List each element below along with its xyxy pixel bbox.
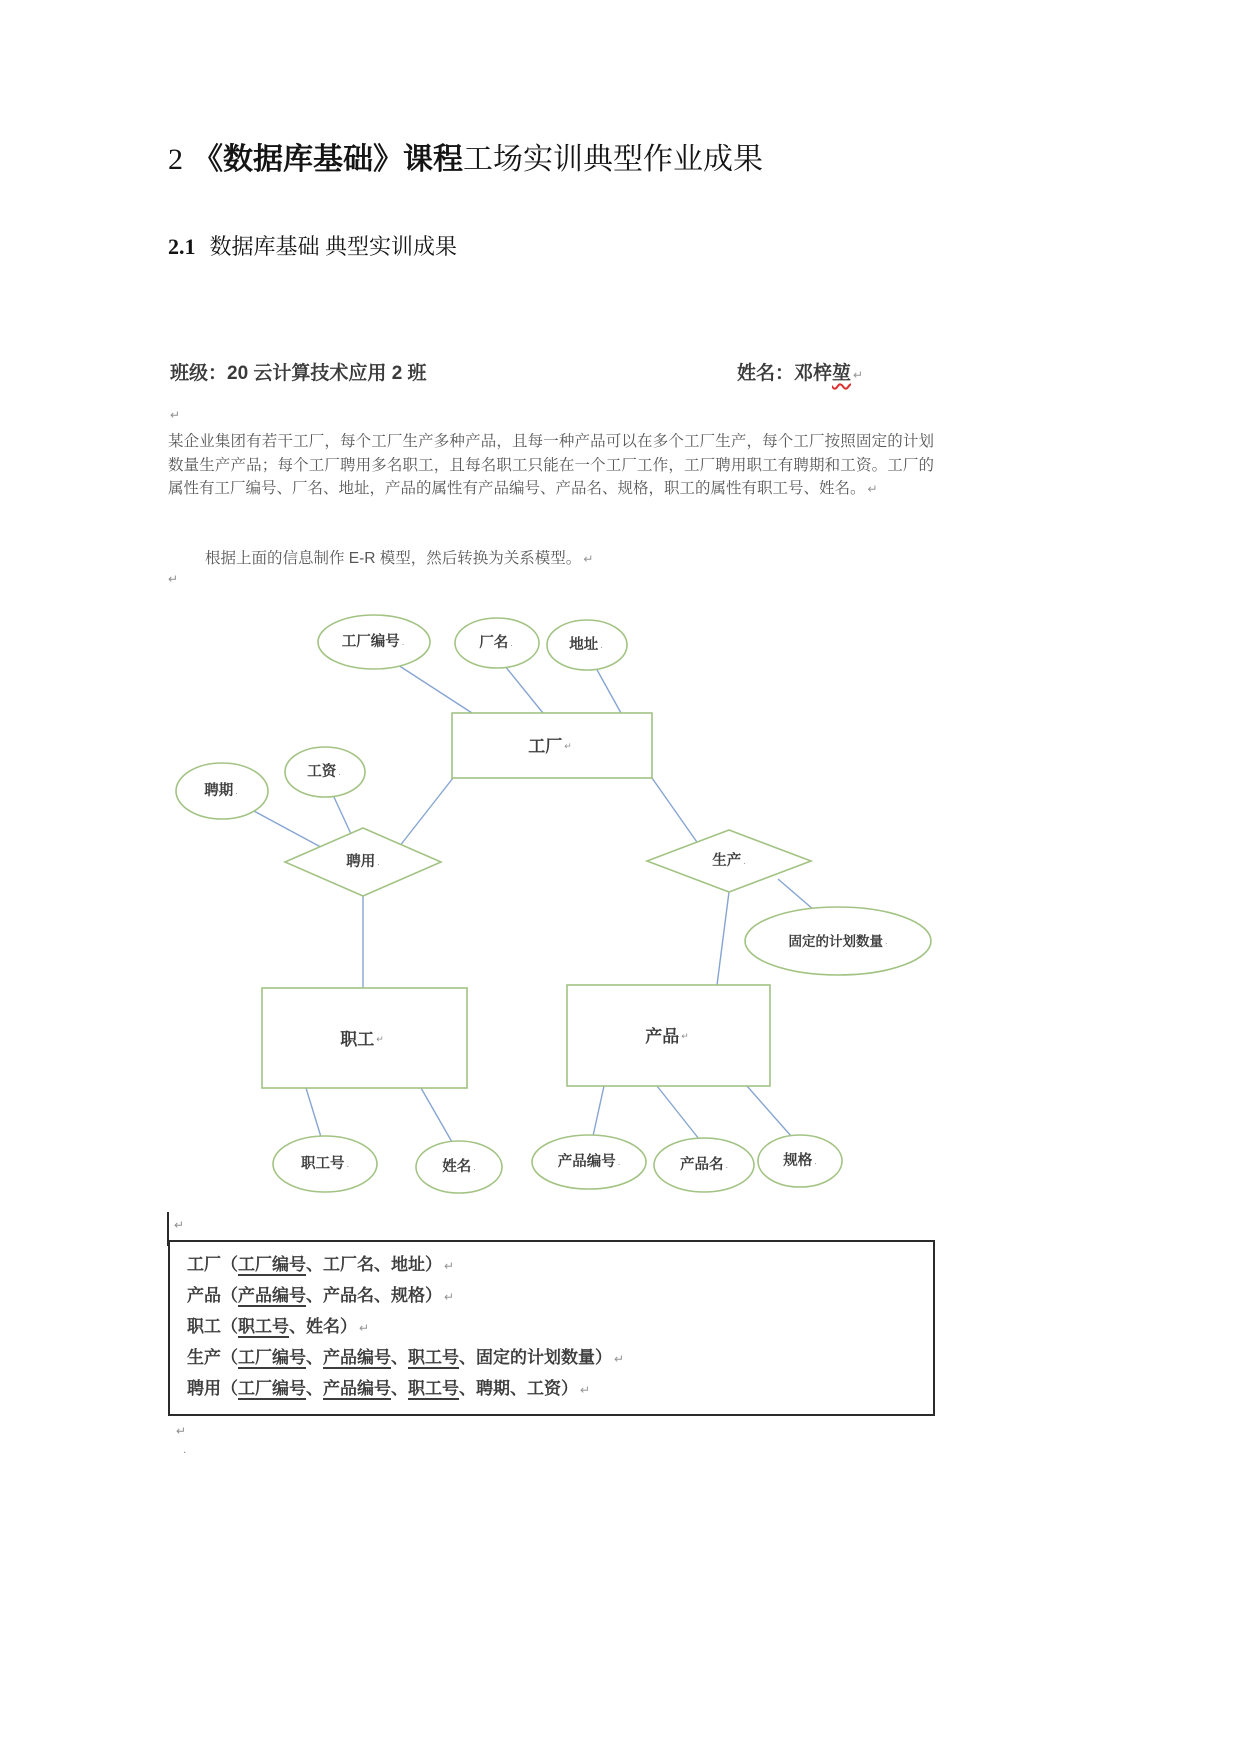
schema-key-attr: 职工号: [238, 1317, 289, 1336]
schema-line-produce: [187, 1343, 933, 1374]
attribute-factory-name-label: [479, 633, 513, 651]
connector-salary-hire: [333, 795, 352, 836]
return-mark: .: [617, 1157, 621, 1167]
schema-seg: 产品（: [187, 1286, 238, 1305]
schema-seg: 、: [391, 1379, 408, 1398]
formatting-dot: .: [183, 1442, 187, 1456]
return-mark: ↵: [867, 482, 878, 496]
schema-key-attr: 职工号: [408, 1348, 459, 1367]
attribute-plan-qty-label: [788, 933, 887, 949]
attribute-emp-name-label: [442, 1157, 476, 1175]
schema-key-attr: 产品编号: [238, 1286, 306, 1305]
label-text: 工资: [307, 764, 337, 780]
body-paragraph: [168, 430, 934, 502]
return-mark: ↵: [376, 1034, 384, 1044]
schema-seg: 职工（: [187, 1317, 238, 1336]
label-text: 生产: [712, 853, 742, 869]
schema-seg: 、聘期、工资）: [459, 1379, 578, 1398]
schema-seg: 工厂（: [187, 1255, 238, 1274]
return-mark: .: [600, 640, 603, 650]
attribute-emp-no-label: [301, 1154, 349, 1172]
return-mark: ↵: [174, 1218, 185, 1232]
return-mark: .: [510, 638, 513, 648]
return-mark: ↵: [580, 1383, 591, 1397]
schema-line-factory: [187, 1250, 933, 1281]
schema-line-product: [187, 1281, 933, 1312]
er-diagram: [0, 595, 1240, 1225]
class-label: 班级：20 云计算技术应用 2 班: [170, 363, 427, 384]
label-text: 工厂: [528, 736, 563, 756]
schema-key-attr: 工厂编号: [238, 1348, 306, 1367]
connector-factoryname-factory: [505, 666, 543, 713]
return-mark: .: [473, 1162, 476, 1172]
body-paragraph-indent: [168, 547, 934, 572]
schema-key-attr: 工厂编号: [238, 1379, 306, 1398]
attribute-spec-label: [783, 1151, 817, 1169]
label-text: 姓名: [442, 1159, 472, 1175]
connector-employee-empname: [421, 1088, 452, 1142]
return-mark: .: [743, 856, 746, 866]
connector-address-factory: [596, 668, 621, 713]
return-mark: ↵: [614, 1352, 625, 1366]
label-text: 聘用: [346, 854, 376, 870]
return-mark: ↵: [444, 1259, 455, 1273]
attribute-product-name-label: [680, 1155, 728, 1173]
label-text: 地址: [569, 637, 599, 653]
connector-factory-hire: [399, 778, 453, 847]
schema-line-employee: [187, 1312, 933, 1343]
label-text: 厂名: [479, 635, 509, 651]
label-text: 工厂编号: [341, 634, 400, 650]
schema-key-attr: 工厂编号: [238, 1255, 306, 1274]
section-text: 数据库基础 典型实训成果: [209, 234, 458, 259]
name-prefix: 姓名：邓梓: [737, 363, 833, 384]
schema-line-hire: [187, 1374, 933, 1405]
paragraph-text: 某企业集团有若干工厂，每个工厂生产多种产品，且每一种产品可以在多个工厂生产，每个工厂按照固定的计划数量生产产品；每个工厂聘用多名职工，且每名职工只能在一个工厂工作，工厂聘用职工有聘期和工资。工厂的属性有工厂编号、厂名、地址，产品的属性有产品编号、产品名、规格，职工的属性有职工号、姓名。: [168, 433, 934, 497]
label-text: 职工: [340, 1029, 375, 1049]
name-last-char-spellcheck: 堃: [832, 363, 852, 384]
schema-seg: 、工厂名、地址）: [306, 1255, 442, 1274]
connector-factoryno-factory: [398, 665, 472, 713]
return-mark: ↵: [681, 1031, 689, 1041]
relationship-produce-label: [712, 851, 746, 869]
label-text: 职工号: [300, 1156, 345, 1172]
connector-employee-empno: [306, 1088, 321, 1137]
return-mark: .: [884, 936, 888, 946]
attribute-salary-label: [307, 762, 341, 780]
attribute-product-no-label: [558, 1152, 621, 1170]
label-text: 聘期: [204, 783, 234, 799]
return-mark: ↵: [176, 1424, 187, 1438]
return-mark: ↵: [564, 741, 572, 751]
schema-seg: 聘用（: [187, 1379, 238, 1398]
label-text: 固定的计划数量: [788, 933, 883, 949]
return-mark: ↵: [444, 1290, 455, 1304]
paragraph-text: 根据上面的信息制作 E-R 模型，然后转换为关系模型。: [205, 550, 582, 567]
attribute-factory-no-label: [342, 632, 405, 650]
label-text: 产品: [645, 1026, 680, 1046]
schema-key-attr: 职工号: [408, 1379, 459, 1398]
page-title: [168, 134, 763, 178]
return-mark: .: [338, 767, 341, 777]
attribute-address-label: [569, 636, 603, 653]
connector-produce-product: [717, 892, 729, 985]
return-mark: .: [814, 1156, 817, 1166]
label-text: 产品名: [679, 1157, 724, 1173]
schema-seg: 、: [306, 1379, 323, 1398]
return-mark: ↵: [168, 572, 179, 586]
title-number: 2: [168, 143, 183, 176]
return-mark: ↵: [853, 368, 864, 382]
return-mark: .: [235, 786, 238, 796]
schema-seg: 生产（: [187, 1348, 238, 1367]
schema-seg: 、姓名）: [289, 1317, 357, 1336]
connector-product-productname: [657, 1086, 699, 1139]
return-mark: .: [725, 1160, 729, 1170]
section-title: [168, 230, 457, 261]
return-mark: .: [377, 857, 380, 867]
connector-hireperiod-hire: [252, 810, 330, 852]
name-label: [737, 358, 863, 385]
relational-schema-box: [168, 1240, 935, 1416]
label-text: 规格: [783, 1153, 813, 1169]
return-mark: .: [401, 637, 405, 647]
schema-seg: 、: [391, 1348, 408, 1367]
label-text: 产品编号: [557, 1154, 616, 1170]
connector-factory-produce: [652, 778, 699, 845]
schema-seg: 、: [306, 1348, 323, 1367]
connector-product-productno: [593, 1086, 604, 1136]
attribute-hire-period-label: [204, 782, 238, 799]
connector-produce-planqty: [778, 879, 814, 910]
return-mark: ↵: [170, 408, 181, 422]
class-name-line: [170, 358, 936, 384]
schema-key-attr: 产品编号: [323, 1348, 391, 1367]
relationship-hire-label: [346, 853, 380, 870]
schema-seg: 、产品名、规格）: [306, 1286, 442, 1305]
return-mark: .: [346, 1159, 350, 1169]
return-mark: ↵: [583, 552, 594, 566]
connector-product-spec: [747, 1086, 791, 1136]
section-number: 2.1: [168, 234, 196, 259]
schema-key-attr: 产品编号: [323, 1379, 391, 1398]
return-mark: ↵: [359, 1321, 370, 1335]
title-serif-part: 工场实训典型作业成果: [463, 143, 763, 176]
schema-seg: 、固定的计划数量）: [459, 1348, 612, 1367]
title-bold-part: 《数据库基础》课程: [193, 143, 463, 176]
